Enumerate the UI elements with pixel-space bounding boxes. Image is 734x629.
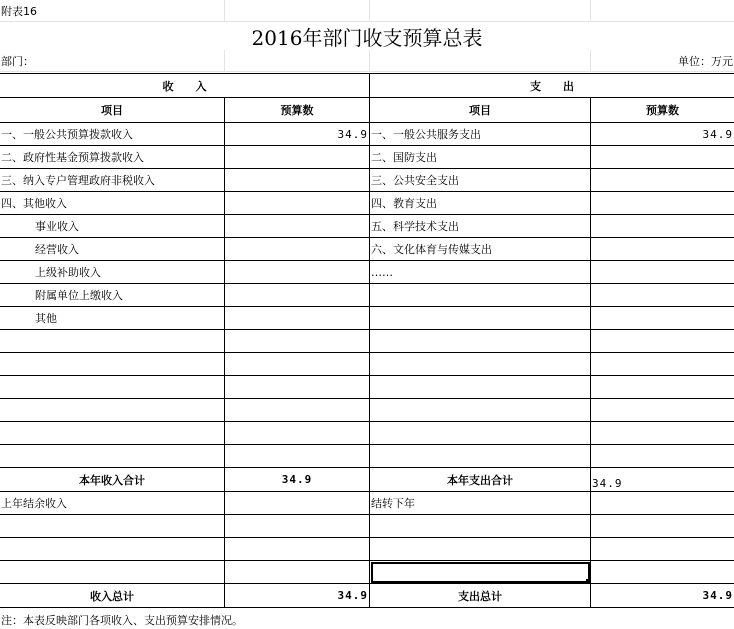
sheet-cell[interactable] [591, 0, 734, 22]
sheet-cell[interactable] [370, 0, 591, 22]
expense-item[interactable]: 一、一般公共服务支出 [370, 123, 591, 146]
sheet-cell[interactable] [591, 399, 734, 422]
table-row [0, 146, 734, 169]
carryover-row [0, 492, 734, 515]
income-item[interactable]: 上级补助收入 [0, 261, 225, 284]
expense-item[interactable]: …… [370, 261, 591, 284]
sheet-cell[interactable] [591, 538, 734, 561]
expense-grand-total-value[interactable]: 34.9 [591, 584, 734, 608]
expense-value[interactable] [591, 215, 734, 238]
sheet-cell[interactable] [225, 445, 370, 468]
sheet-cell[interactable] [370, 330, 591, 353]
sheet-cell[interactable] [225, 376, 370, 399]
sheet-cell[interactable] [591, 445, 734, 468]
expense-year-total-label[interactable]: 本年支出合计 [370, 468, 591, 492]
expense-item[interactable] [370, 307, 591, 330]
sheet-cell[interactable] [370, 399, 591, 422]
sheet-cell[interactable] [225, 50, 370, 72]
sheet-cell[interactable] [591, 353, 734, 376]
income-year-total-label[interactable]: 本年收入合计 [0, 468, 225, 492]
table-row [0, 123, 734, 146]
sheet-cell[interactable] [0, 445, 225, 468]
table-row [0, 376, 734, 399]
income-value[interactable] [225, 215, 370, 238]
sheet-cell[interactable] [225, 353, 370, 376]
expense-value[interactable] [591, 146, 734, 169]
sheet-cell[interactable] [370, 515, 591, 538]
income-value[interactable]: 34.9 [225, 123, 370, 146]
sheet-cell[interactable] [370, 50, 591, 72]
expense-item[interactable] [370, 284, 591, 307]
income-budget-header[interactable]: 预算数 [225, 98, 370, 123]
sheet-cell[interactable] [0, 515, 225, 538]
expense-value[interactable] [591, 307, 734, 330]
income-grand-total-value[interactable]: 34.9 [225, 584, 370, 608]
sheet-row [0, 0, 734, 22]
sheet-cell[interactable] [225, 561, 370, 584]
sheet-cell[interactable] [370, 445, 591, 468]
expense-value[interactable] [591, 192, 734, 215]
expense-item-header[interactable]: 项目 [370, 98, 591, 123]
table-row [0, 330, 734, 353]
sheet-cell[interactable] [225, 515, 370, 538]
unit-label[interactable]: 单位：万元 [591, 50, 734, 72]
expense-item[interactable]: 四、教育支出 [370, 192, 591, 215]
table-row [0, 561, 734, 584]
sheet-cell[interactable] [225, 330, 370, 353]
sheet-cell[interactable] [225, 492, 370, 515]
expense-item[interactable]: 二、国防支出 [370, 146, 591, 169]
sheet-cell[interactable] [591, 422, 734, 445]
expense-value[interactable] [591, 238, 734, 261]
table-row [0, 215, 734, 238]
page-title[interactable]: 2016年部门收支预算总表 [251, 25, 483, 50]
sheet-cell[interactable] [0, 538, 225, 561]
sheet-cell[interactable] [0, 422, 225, 445]
expense-item[interactable]: 六、文化体育与传媒支出 [370, 238, 591, 261]
sheet-cell[interactable] [0, 330, 225, 353]
sheet-cell[interactable] [591, 515, 734, 538]
table-row [0, 399, 734, 422]
table-row [0, 284, 734, 307]
sheet-cell[interactable] [370, 353, 591, 376]
expense-value[interactable] [591, 169, 734, 192]
expense-year-total-value[interactable]: 34.9 [591, 468, 734, 492]
expense-grand-total-label[interactable]: 支出总计 [370, 584, 591, 608]
income-value[interactable] [225, 307, 370, 330]
income-section-header[interactable]: 收 入 [0, 74, 370, 98]
expense-value[interactable]: 34.9 [591, 123, 734, 146]
income-item[interactable]: 附属单位上缴收入 [0, 284, 225, 307]
income-value[interactable] [225, 169, 370, 192]
income-grand-total-label[interactable]: 收入总计 [0, 584, 225, 608]
selected-cell[interactable] [370, 561, 591, 584]
expense-budget-header[interactable]: 预算数 [591, 98, 734, 123]
expense-section-header[interactable]: 支 出 [370, 74, 734, 98]
income-value[interactable] [225, 261, 370, 284]
meta-row [0, 50, 734, 72]
table-row [0, 169, 734, 192]
year-total-row [0, 468, 734, 492]
expense-item[interactable]: 三、公共安全支出 [370, 169, 591, 192]
income-item[interactable]: 经营收入 [0, 238, 225, 261]
section-header-row [0, 73, 734, 98]
income-item[interactable]: 其他 [0, 307, 225, 330]
sheet-cell[interactable] [591, 492, 734, 515]
income-item[interactable]: 四、其他收入 [0, 192, 225, 215]
expense-item[interactable]: 五、科学技术支出 [370, 215, 591, 238]
sheet-cell[interactable] [370, 422, 591, 445]
table-row [0, 261, 734, 284]
expense-value[interactable] [591, 284, 734, 307]
expense-value[interactable] [591, 261, 734, 284]
income-year-total-value[interactable]: 34.9 [225, 468, 370, 492]
table-row [0, 538, 734, 561]
income-item[interactable]: 三、纳入专户管理政府非税收入 [0, 169, 225, 192]
table-row [0, 445, 734, 468]
table-row [0, 192, 734, 215]
sheet-cell[interactable] [591, 561, 734, 584]
income-value[interactable] [225, 192, 370, 215]
attachment-label[interactable]: 附表16 [0, 0, 225, 22]
grand-total-row [0, 584, 734, 608]
sheet-cell[interactable] [0, 399, 225, 422]
income-value[interactable] [225, 284, 370, 307]
sheet-cell[interactable] [225, 538, 370, 561]
table-row [0, 353, 734, 376]
table-row [0, 422, 734, 445]
sheet-cell[interactable] [225, 422, 370, 445]
income-item[interactable]: 事业收入 [0, 215, 225, 238]
sheet-cell[interactable] [225, 399, 370, 422]
sheet-cell[interactable] [591, 376, 734, 399]
sheet-cell[interactable] [0, 353, 225, 376]
footnote-row [0, 610, 734, 629]
sheet-cell[interactable] [0, 561, 225, 584]
table-row [0, 515, 734, 538]
income-value[interactable] [225, 238, 370, 261]
sheet-cell[interactable] [370, 538, 591, 561]
income-value[interactable] [225, 146, 370, 169]
income-item-header[interactable]: 项目 [0, 98, 225, 123]
sheet-cell[interactable] [370, 376, 591, 399]
column-header-row [0, 98, 734, 123]
carry-out-label[interactable]: 结转下年 [370, 492, 591, 515]
carry-in-label[interactable]: 上年结余收入 [0, 492, 225, 515]
title-row [0, 22, 734, 50]
table-row [0, 307, 734, 330]
department-label[interactable]: 部门： [0, 50, 225, 72]
sheet-cell[interactable] [0, 376, 225, 399]
footnote[interactable]: 注：本表反映部门各项收入、支出预算安排情况。 [1, 613, 243, 627]
sheet-cell[interactable] [225, 0, 370, 22]
income-item[interactable]: 一、一般公共预算拨款收入 [0, 123, 225, 146]
table-row [0, 238, 734, 261]
sheet-cell[interactable] [591, 330, 734, 353]
income-item[interactable]: 二、政府性基金预算拨款收入 [0, 146, 225, 169]
